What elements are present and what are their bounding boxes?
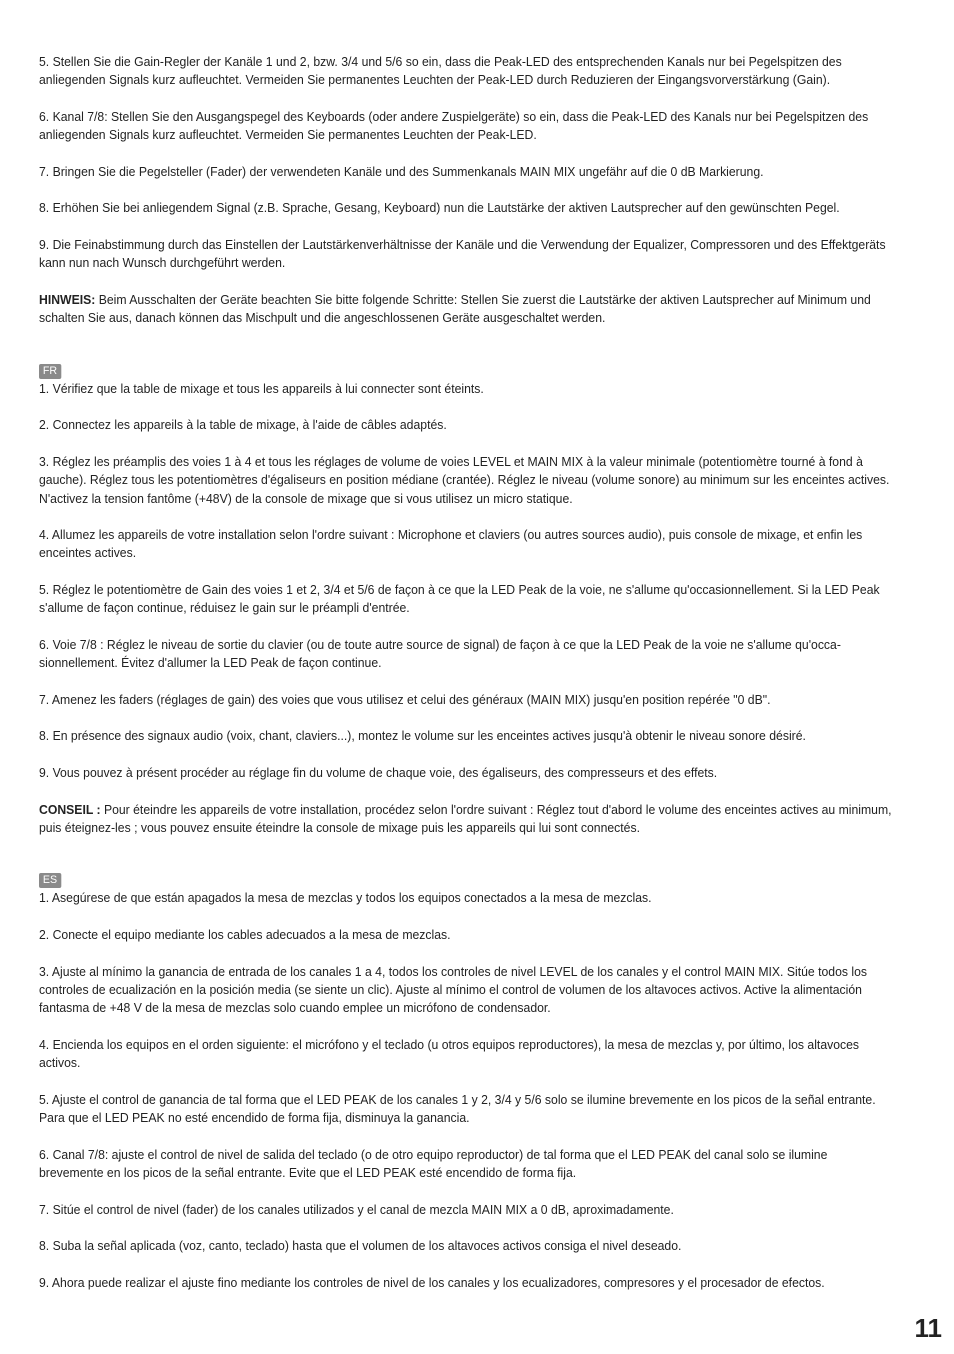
- fr-step-2: 2. Connectez les appareils à la table de mixage, à l'aide de câbles adaptés.: [39, 418, 447, 433]
- section-es: [39, 855, 893, 1292]
- fr-hint-text: Pour éteindre les appareils de votre installation, procédez selon l'ordre suivant : Réglez tout d'abord le volume des enceintes actives au minimum, puis éteignez-les ; vous pouvez ensuite éteindre la console de mixage puis les appareils qui lui sont connectés.: [39, 802, 892, 835]
- es-step-5: 5. Ajuste el control de ganancia de tal forma que el LED PEAK de los canales 1 y 2, 3/4 y 5/6 solo se ilumine brevemente en los picos de la señal entrante. Para que el LED PEAK no esté encendido de forma fija, disminuya la ganancia.: [39, 1092, 876, 1126]
- de-step-8: 8. Erhöhen Sie bei anliegendem Signal (z.B. Sprache, Gesang, Keyboard) nun die Lautstärke der aktiven Lautsprecher auf den gewünschten Pegel.: [39, 201, 840, 216]
- fr-hint-label: CONSEIL :: [39, 802, 101, 817]
- es-step-8: 8. Suba la señal aplicada (voz, canto, teclado) hasta que el volumen de los altavoces activos consiga el nivel deseado.: [39, 1239, 682, 1254]
- fr-step-1: 1. Vérifiez que la table de mixage et tous les appareils à lui connecter sont éteints.: [39, 381, 484, 396]
- de-step-9: 9. Die Feinabstimmung durch das Einstellen der Lautstärkenverhältnisse der Kanäle und die Verwendung der Equalizer, Compressoren und des Effektgeräts kann nun nach Wunsch durchgeführt werden.: [39, 237, 886, 271]
- lang-badge-fr: FR: [39, 364, 61, 379]
- fr-step-5: 5. Réglez le potentiomètre de Gain des voies 1 et 2, 3/4 et 5/6 de façon à ce que la LED Peak de la voie, ne s'allume qu'occasionnellement. Si la LED Peak s'allume de façon continue, réduisez le gain sur le préampli d'entrée.: [39, 583, 880, 616]
- es-step-7: 7. Sitúe el control de nivel (fader) de los canales utilizados y el canal de mezcla MAIN MIX a 0 dB, aproximadamente.: [39, 1202, 674, 1217]
- fr-step-9: 9. Vous pouvez à présent procéder au réglage fin du volume de chaque voie, des égaliseurs, des compresseurs et des effets.: [39, 765, 718, 780]
- fr-step-6: 6. Voie 7/8 : Réglez le niveau de sortie du clavier (ou de toute autre source de signal) de façon à ce que la LED Peak de la voie ne s'allume qu'occa-sionnellement. Évitez d'allumer la LED Peak de façon continue.: [39, 637, 841, 671]
- es-step-1: 1. Asegúrese de que están apagados la mesa de mezclas y todos los equipos conectados a la mesa de mezclas.: [39, 891, 652, 906]
- de-step-6: 6. Kanal 7/8: Stellen Sie den Ausgangspegel des Keyboards (oder andere Zuspielgeräte) so ein, dass die Peak-LED des Kanals nur bei Pegelspitzen des anliegenden Signals kurz aufleuchtet. Vermeiden Sie permanentes Leuchten der Peak-LED.: [39, 109, 869, 143]
- lang-badge-es: ES: [39, 873, 61, 888]
- fr-step-8: 8. En présence des signaux audio (voix, chant, claviers...), montez le volume sur les enceintes actives jusqu'à obtenir le niveau sonore désiré.: [39, 729, 806, 744]
- section-de: [39, 53, 893, 327]
- de-hint-text: Beim Ausschalten der Geräte beachten Sie bitte folgende Schritte: Stellen Sie zuerst die Lautstärke der aktiven Lautsprecher auf Minimum und schalten Sie aus, danach können das Mischpult und die angeschlossenen Geräte ausgeschaltet werden.: [39, 292, 871, 326]
- es-step-4: 4. Encienda los equipos en el orden siguiente: el micrófono y el teclado (u otros equipos reproductores), la mesa de mezclas y, por último, los altavoces activos.: [39, 1037, 860, 1071]
- es-step-3: 3. Ajuste al mínimo la ganancia de entrada de los canales 1 a 4, todos los controles de nivel LEVEL de los canales y el control MAIN MIX. Sitúe todos los controles de ecualización en la posición media (se siente un clic). Ajuste al mínimo el control de volumen de los altavoces activos. Active la alimentación fantasma de +48 V de la mesa de mezclas solo cuando emplee un micrófono de condensador.: [39, 964, 867, 1016]
- section-fr: [39, 346, 893, 837]
- fr-step-7: 7. Amenez les faders (réglages de gain) des voies que vous utilisez et celui des généraux (MAIN MIX) jusqu'en position repérée "0 dB".: [39, 692, 771, 707]
- de-step-5: 5. Stellen Sie die Gain-Regler der Kanäle 1 und 2, bzw. 3/4 und 5/6 so ein, dass die Peak-LED des entsprechenden Kanals nur bei Pegelspitzen des anliegenden Signals kurz aufleuchtet. Vermeiden Sie permanentes Leuchten der Peak-LED durch Reduzieren der Eingangsvorverstärkung (Gain).: [39, 55, 842, 88]
- fr-step-4: 4. Allumez les appareils de votre installation selon l'ordre suivant : Microphone et claviers (ou autres sources audio), puis console de mixage, et enfin les enceintes actives.: [39, 528, 863, 561]
- fr-step-3: 3. Réglez les préamplis des voies 1 à 4 et tous les réglages de volume de voies LEVEL et MAIN MIX à la valeur minimale (potentiomètre tourné à fond à gauche). Réglez tous les potentiomètres d'égaliseurs en position médiane (crantée). Réglez le niveau (volume sonore) au minimum sur les enceintes actives. N'activez la tension fantôme (+48V) de la console de mixage que si vous utilisez un micro statique.: [39, 454, 890, 506]
- de-hint: [39, 291, 893, 328]
- es-step-2: 2. Conecte el equipo mediante los cables adecuados a la mesa de mezclas.: [39, 928, 451, 943]
- de-step-7: 7. Bringen Sie die Pegelsteller (Fader) der verwendeten Kanäle und des Summenkanals MAIN MIX ungefähr auf die 0 dB Markierung.: [39, 164, 764, 179]
- es-step-9: 9. Ahora puede realizar el ajuste fino mediante los controles de nivel de los canales y los ecualizadores, compresores y el procesador de efectos.: [39, 1275, 825, 1290]
- fr-hint: [39, 801, 893, 838]
- page-number: 11: [914, 1313, 942, 1343]
- manual-page: [39, 53, 893, 1310]
- es-step-6: 6. Canal 7/8: ajuste el control de nivel de salida del teclado (o de otro equipo reproductor) de tal forma que el LED PEAK del canal solo se ilumine brevemente en los picos de la señal entrante. Evite que el LED PEAK esté encendido de forma fija.: [39, 1147, 828, 1180]
- de-hint-label: HINWEIS:: [39, 292, 96, 307]
